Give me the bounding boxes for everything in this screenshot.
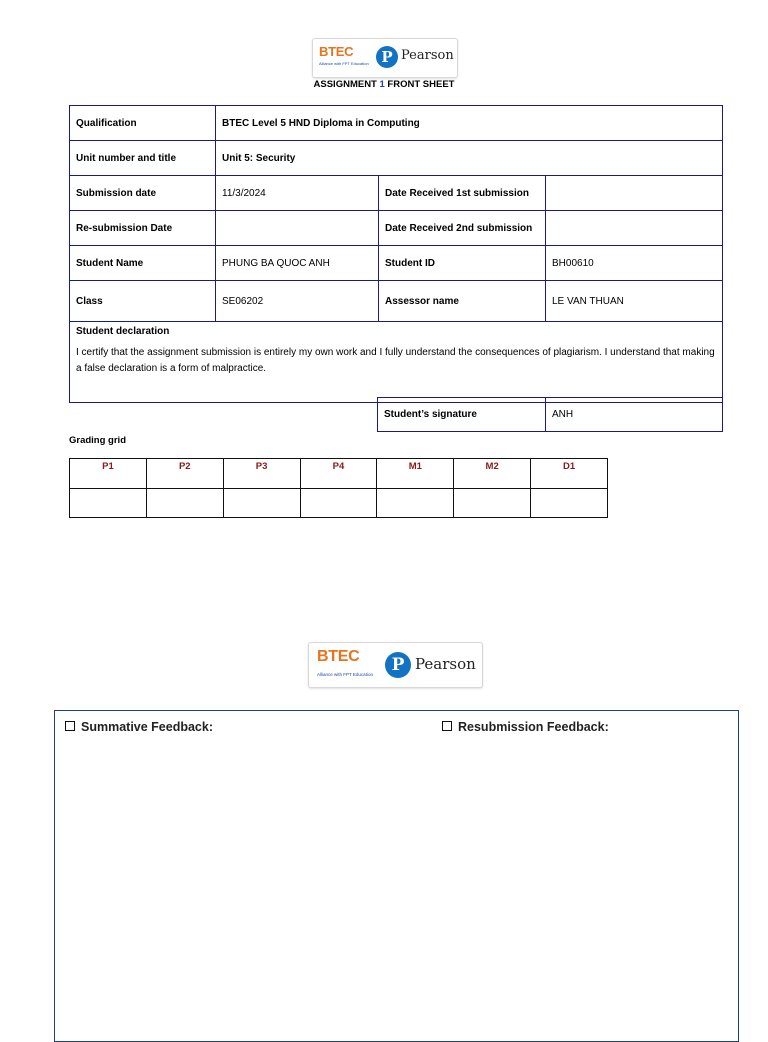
grading-grid-label: Grading grid xyxy=(69,435,126,446)
grade-cell-m2 xyxy=(454,489,531,518)
submission-date-label: Submission date xyxy=(70,176,216,211)
grading-value-row xyxy=(70,489,608,518)
grade-header-d1: D1 xyxy=(531,459,608,489)
btec-pearson-logo xyxy=(312,38,458,78)
btec-logo-text: BTEC xyxy=(319,44,354,59)
table-row xyxy=(70,281,723,322)
grade-cell-p4 xyxy=(300,489,377,518)
date-received-2-value xyxy=(546,211,723,246)
table-row xyxy=(70,211,723,246)
grading-grid xyxy=(69,458,608,518)
student-name-label: Student Name xyxy=(70,246,216,281)
grade-cell-m1 xyxy=(377,489,454,518)
table-row xyxy=(70,246,723,281)
pearson-p-icon: P xyxy=(385,652,411,678)
table-row xyxy=(378,398,723,432)
date-received-1-value xyxy=(546,176,723,211)
table-row xyxy=(70,106,723,141)
declaration-text: I certify that the assignment submission is entirely my own work and I fully understand the consequences of plagiarism. I understand that making a false declaration is a form of malpractice. xyxy=(76,347,715,374)
btec-logo-text: BTEC xyxy=(317,648,360,665)
unit-value: Unit 5: Security xyxy=(216,141,723,176)
student-id-value: BH00610 xyxy=(546,246,723,281)
summative-feedback xyxy=(65,720,213,734)
student-id-label: Student ID xyxy=(379,246,546,281)
pearson-logo-text: Pearson xyxy=(401,48,454,63)
checkbox-icon[interactable] xyxy=(65,721,75,731)
declaration-label: Student declaration xyxy=(76,326,170,337)
grade-cell-d1 xyxy=(531,489,608,518)
feedback-box xyxy=(54,710,739,1042)
assessor-label: Assessor name xyxy=(379,281,546,322)
grade-cell-p2 xyxy=(146,489,223,518)
table-row xyxy=(70,322,723,403)
front-sheet-table xyxy=(69,105,723,403)
grade-header-p1: P1 xyxy=(70,459,147,489)
summative-feedback-label: Summative Feedback: xyxy=(81,720,213,734)
btec-logo-subtext: Alliance with FPT Education xyxy=(319,61,369,66)
grade-header-p2: P2 xyxy=(146,459,223,489)
unit-label: Unit number and title xyxy=(70,141,216,176)
resubmission-feedback-label: Resubmission Feedback: xyxy=(458,720,609,734)
page-title: ASSIGNMENT 1 FRONT SHEET xyxy=(313,79,455,90)
table-row xyxy=(70,176,723,211)
grade-header-m1: M1 xyxy=(377,459,454,489)
qualification-value: BTEC Level 5 HND Diploma in Computing xyxy=(216,106,723,141)
resubmission-date-label: Re-submission Date xyxy=(70,211,216,246)
grading-header-row xyxy=(70,459,608,489)
checkbox-icon[interactable] xyxy=(442,721,452,731)
grade-header-m2: M2 xyxy=(454,459,531,489)
student-declaration xyxy=(70,322,723,403)
resubmission-feedback xyxy=(442,720,609,734)
btec-pearson-logo-2 xyxy=(308,642,483,688)
pearson-logo-text: Pearson xyxy=(415,655,476,673)
signature-table xyxy=(377,397,723,432)
grade-header-p4: P4 xyxy=(300,459,377,489)
signature-value: ANH xyxy=(546,398,723,432)
btec-logo-subtext: Alliance with FPT Education xyxy=(317,672,373,677)
date-received-1-label: Date Received 1st submission xyxy=(379,176,546,211)
student-name-value: PHUNG BA QUOC ANH xyxy=(216,246,379,281)
table-row xyxy=(70,141,723,176)
assessor-value: LE VAN THUAN xyxy=(546,281,723,322)
date-received-2-label: Date Received 2nd submission xyxy=(379,211,546,246)
submission-date-value: 11/3/2024 xyxy=(216,176,379,211)
resubmission-date-value xyxy=(216,211,379,246)
pearson-p-icon: P xyxy=(376,46,398,68)
signature-label: Student’s signature xyxy=(378,398,546,432)
class-label: Class xyxy=(70,281,216,322)
class-value: SE06202 xyxy=(216,281,379,322)
grade-header-p3: P3 xyxy=(223,459,300,489)
grade-cell-p3 xyxy=(223,489,300,518)
grade-cell-p1 xyxy=(70,489,147,518)
qualification-label: Qualification xyxy=(70,106,216,141)
